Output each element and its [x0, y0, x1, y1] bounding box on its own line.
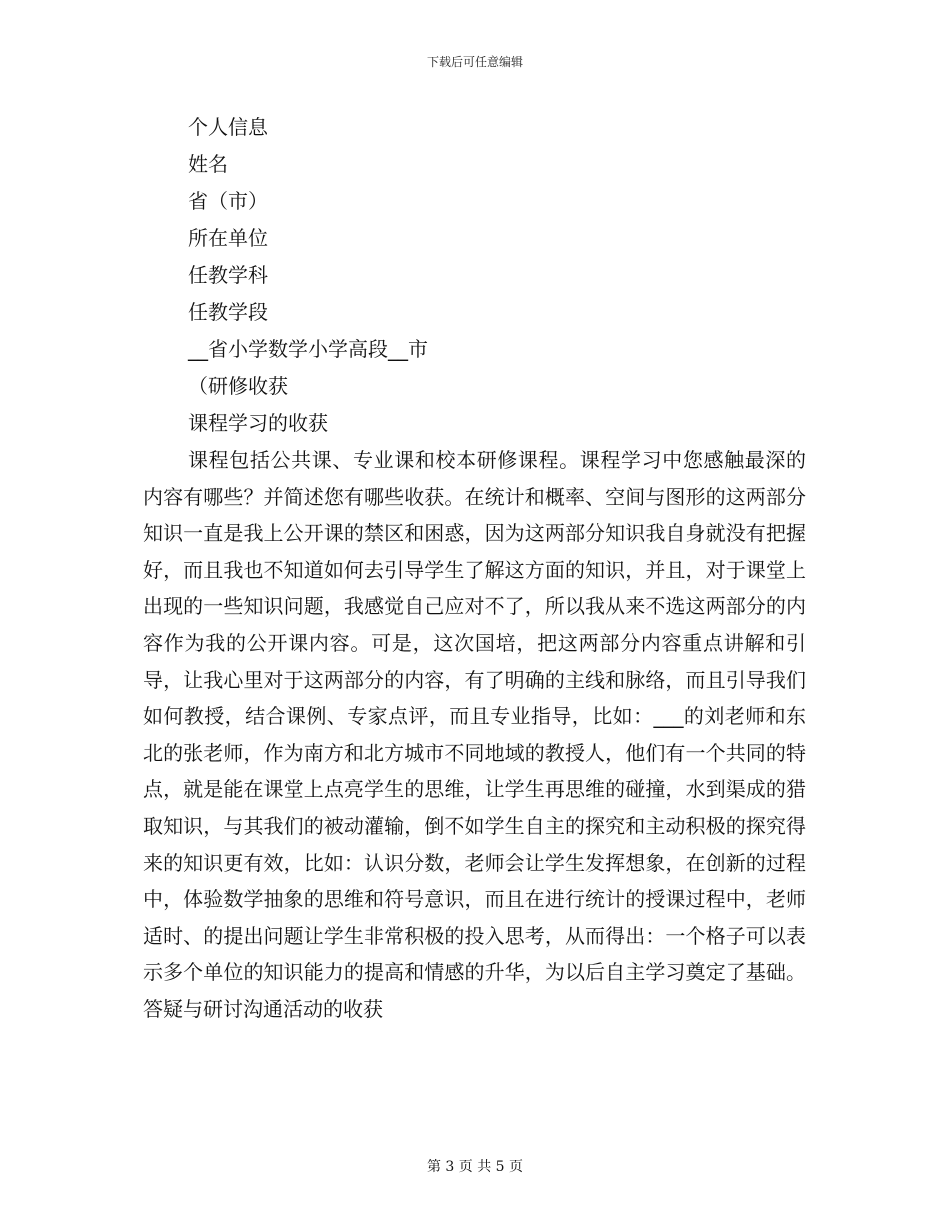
header-note: 下载后可任意编辑 — [426, 55, 523, 69]
field-label-grade-level: 任教学段 — [188, 300, 268, 324]
body-paragraph: 课程包括公共课、专业课和校本研修课程。课程学习中您感触最深的内容有哪些？并简述您有哪些收获。在统计和概率、空间与图形的这两部分知识一直是我上公开课的禁区和困惑，因为这两部分知识我自身就没有把握好，而且我也不知道如何去引导学生了解这方面的知识，并且，对于课堂上出现的一些知识问题，我感觉自己应对不了，所以我从来不选这两部分的内容作为我的公开课内容。可是，这次国培，把这两部分内容重点讲解和引导，让我心里对于这两部分的内容，有了明确的主线和脉络，而且引导我们如何教授，结合课例、专家点评，而且专业指导，比如：___的刘老师和东北的张老师，作为南方和北方城市不同地域的教授人，他们有一个共同的特点，就是能在课堂上点亮学生的思维，让学生再思维的碰撞，水到渠成的猎取知识，与其我们的被动灌输，倒不如学生自主的探究和主动积极的探究得来的知识更有效，比如：认识分数，老师会让学生发挥想象，在创新的过程中，体验数学抽象的思维和符号意识，而且在进行统计的授课过程中，老师适时、的提出问题让学生非常积极的投入思考，从而得出：一个格子可以表示多个单位的知识能力的提高和情感的升华，为以后自主学习奠定了基础。答疑与研讨沟通活动的收获 — [143, 448, 806, 1021]
subsection-heading-course-gains: 课程学习的收获 — [188, 411, 328, 435]
section-heading-personal-info: 个人信息 — [188, 115, 268, 139]
field-label-name: 姓名 — [188, 152, 228, 176]
document-body — [143, 109, 806, 1028]
page-number: 第 3 页 共 5 页 — [426, 1159, 524, 1175]
field-label-workplace: 所在单位 — [188, 226, 268, 250]
field-values-line: __省小学数学小学高段__市 — [188, 337, 428, 361]
field-label-subject: 任教学科 — [188, 263, 268, 287]
field-label-province: 省（市） — [188, 189, 268, 213]
section-heading-training-gains: （研修收获 — [188, 374, 288, 398]
